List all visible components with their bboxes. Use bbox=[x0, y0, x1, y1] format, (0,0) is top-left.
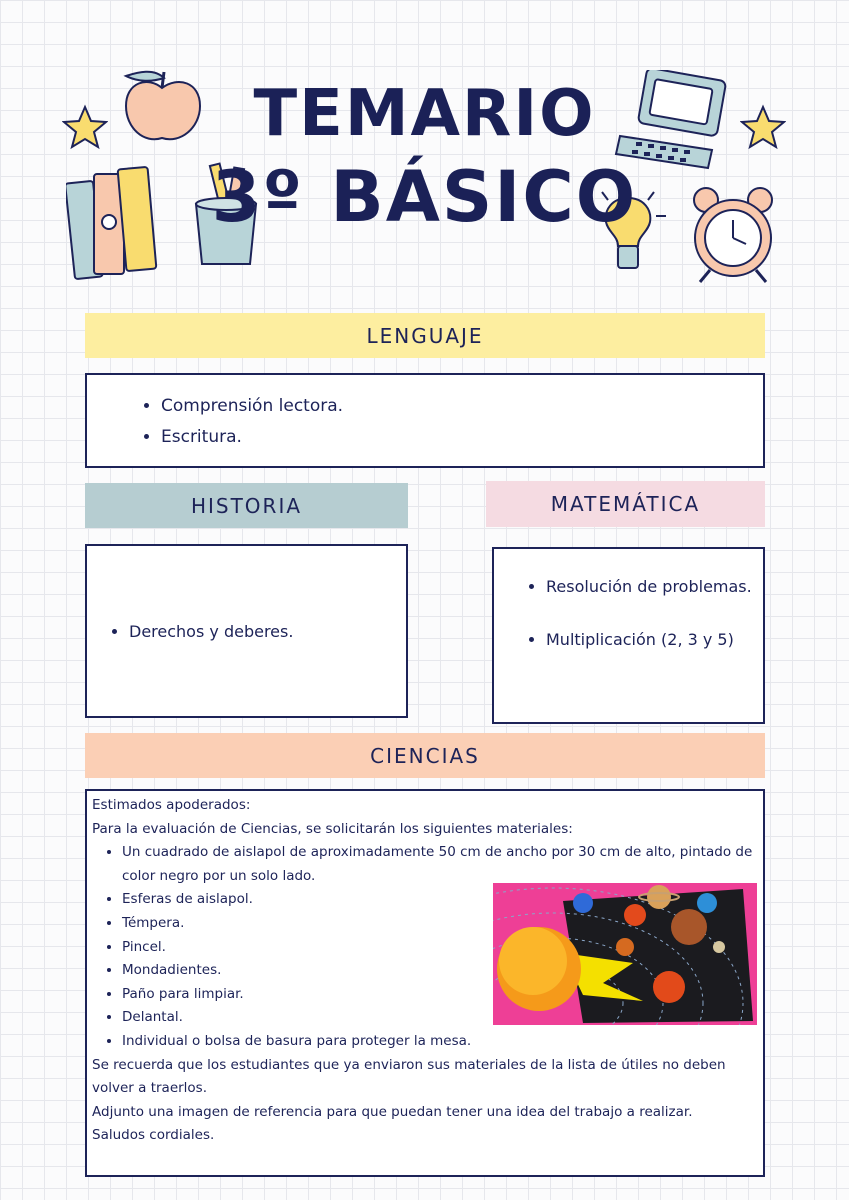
historia-list bbox=[107, 618, 293, 645]
ciencias-closing: Saludos cordiales. bbox=[92, 1127, 215, 1144]
list-item: • Paño para limpiar. bbox=[122, 983, 758, 1007]
lenguaje-title: LENGUAJE bbox=[366, 323, 484, 348]
solar-system-photo bbox=[493, 883, 757, 1025]
list-item: • Delantal. bbox=[122, 1006, 758, 1030]
historia-content bbox=[85, 544, 408, 718]
list-item: • Individual o bolsa de basura para proteger la mesa. bbox=[122, 1030, 758, 1054]
matematica-content bbox=[492, 547, 765, 724]
historia-title: HISTORIA bbox=[190, 493, 303, 518]
lenguaje-list bbox=[139, 391, 763, 453]
list-item: • Esferas de aislapol. bbox=[122, 888, 758, 912]
list-item: • Mondadientes. bbox=[122, 959, 758, 983]
list-item: • Derechos y deberes. bbox=[129, 618, 293, 645]
lenguaje-header bbox=[85, 313, 765, 358]
list-item: • Multiplicación (2, 3 y 5) bbox=[546, 626, 755, 653]
ciencias-note-1: Se recuerda que los estudiantes que ya enviaron sus materiales de la lista de útiles no deben volver a traerlos. bbox=[92, 1056, 726, 1097]
list-item: • Comprensión lectora. bbox=[161, 391, 763, 422]
ciencias-greeting: Estimados apoderados: bbox=[92, 797, 251, 813]
matematica-header bbox=[486, 481, 765, 527]
list-item: • Pincel. bbox=[122, 936, 758, 960]
lenguaje-content bbox=[85, 373, 765, 468]
ciencias-note-2: Adjunto una imagen de referencia para que puedan tener una idea del trabajo a realizar. bbox=[92, 1103, 693, 1120]
list-item: • Resolución de problemas. bbox=[546, 573, 755, 600]
ciencias-intro: Para la evaluación de Ciencias, se solicitarán los siguientes materiales: bbox=[92, 820, 573, 837]
historia-header bbox=[85, 483, 408, 528]
ciencias-title: CIENCIAS bbox=[370, 743, 480, 768]
matematica-title: MATEMÁTICA bbox=[550, 492, 701, 516]
matematica-list bbox=[524, 573, 755, 653]
page-title-line2: 3º BÁSICO bbox=[211, 156, 638, 238]
list-item: • Escritura. bbox=[161, 422, 763, 453]
list-item: • Témpera. bbox=[122, 912, 758, 936]
ciencias-header bbox=[85, 733, 765, 778]
page-title-line1: TEMARIO bbox=[253, 77, 596, 151]
list-item: • Un cuadrado de aislapol de aproximadamente 50 cm de ancho por 30 cm de alto, pintado de color negro por un solo lado. bbox=[122, 841, 758, 888]
